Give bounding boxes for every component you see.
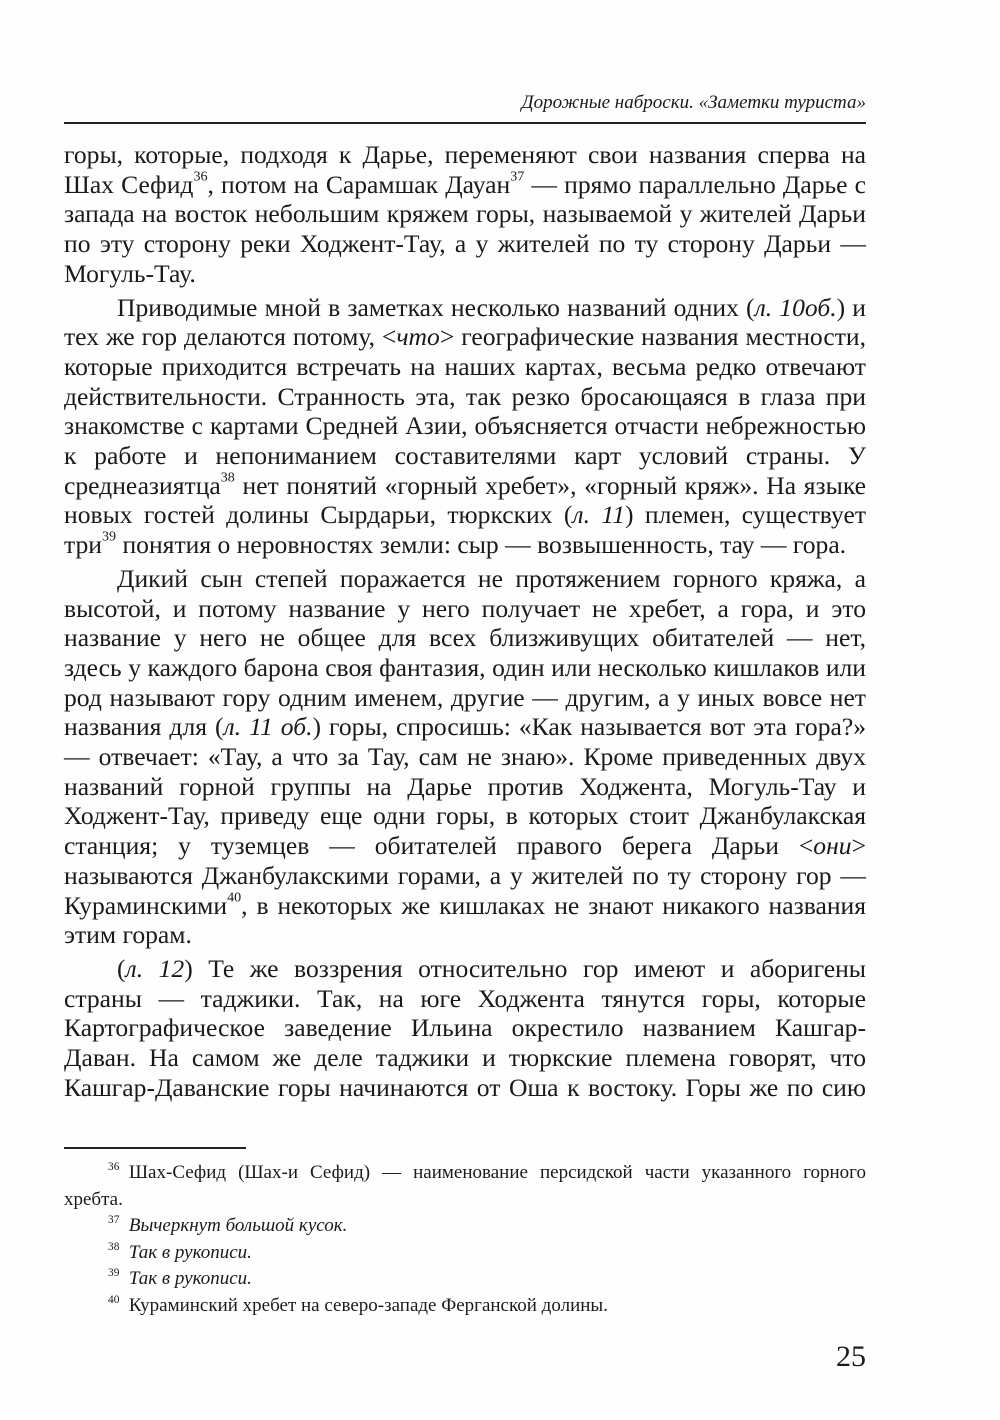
- footnote-text: Кураминский хребет на северо-западе Ферганской долины.: [128, 1294, 608, 1316]
- footnote-ref: 38: [220, 469, 235, 486]
- footnote-number: 38: [108, 1240, 120, 1253]
- footnote-number: 37: [108, 1214, 120, 1227]
- italic-text: л. 10об.: [754, 292, 837, 322]
- text-run: > географические названия местности, которые приходится встречать на наших картах, весьма редко отвечают действительности. Странность эта, так резко бросающаяся в глаза при знакомстве с картами Средней Азии, объясняется отчасти небрежностью к работе и непониманием составителями карт условий страны. У среднеазиятца: [64, 322, 867, 500]
- footnote-ref: 36: [193, 168, 208, 185]
- footnote: [64, 1266, 866, 1293]
- text-run: ) и тех же гор делаются потому, <: [64, 292, 866, 352]
- text-run: — прямо параллельно Дарье с запада на восток небольшим кряжем горы, называемой у жителей Дарьи по эту сторону реки Ходжент-Тау, а у жителей по ту сторону Дарьи — Могуль-Тау.: [64, 169, 866, 288]
- paragraph: [64, 564, 866, 950]
- footnote: [64, 1293, 866, 1320]
- italic-text: л. 11 об.: [223, 712, 313, 742]
- italic-text: они: [813, 831, 852, 861]
- text-run: ) племен, существует три: [64, 500, 867, 560]
- paragraph: [64, 140, 866, 289]
- text-run: , потом на Сарамшак Дауан: [207, 169, 511, 199]
- text-run: Дикий сын степей поражается не протяжением горного кряжа, а высотой, и потому название у него получает не хребет, а гора, и это название у него не общее для всех близживущих обитателей — нет, здесь у каждого барона своя фантазия, один или несколько кишлаков или род называют гору одним именем, другие — другим, а у иных вовсе нет названия для (: [64, 563, 866, 742]
- footnote: [64, 1213, 866, 1240]
- footnotes: [64, 1160, 866, 1319]
- italic-text: л. 12: [125, 953, 185, 983]
- footnote-text: Шах-Сефид (Шах-и Сефид) — наименование персидской части указанного горного хребта.: [64, 1162, 866, 1210]
- text-run: ) Те же воззрения относительно гор имеют и аборигены страны — таджики. Так, на юге Ходжента тянутся горы, которые Картографическое заведение Ильина окрестило названием Кашгар-Даван. На самом же деле таджики и тюркские племена говорят, что Кашгар-Даванские горы начинаются от Оша к востоку. Горы же по сию: [64, 953, 866, 1102]
- footnote-text: Вычеркнут большой кусок.: [128, 1215, 348, 1236]
- paragraph: [64, 293, 866, 560]
- paragraph: [64, 954, 866, 1103]
- header-rule: [64, 122, 866, 124]
- footnote: [64, 1240, 866, 1267]
- running-head: Дорожные наброски. «Заметки туриста»: [521, 92, 866, 113]
- text-run: Приводимые мной в заметках несколько названий одних (: [117, 292, 755, 322]
- text-run: горы, которые, подходя к Дарье, переменяют свои названия сперва на Шах Сефид: [64, 140, 866, 199]
- text-run: (: [117, 953, 126, 983]
- text-run: , в некоторых же кишлаках не знают никакого названия этим горам.: [64, 890, 866, 950]
- page-number: 25: [836, 1340, 866, 1373]
- footnote-ref: 40: [227, 888, 242, 905]
- footnote-number: 40: [108, 1293, 120, 1306]
- text-run: > называются Джанбулакскими горами, а у жителей по ту сторону гор — Кураминскими: [64, 831, 866, 920]
- body-text: [64, 140, 866, 1103]
- text-run: нет понятий «горный хребет», «горный кряж». На языке новых гостей долины Сырдарьи, тюркских (: [64, 470, 866, 530]
- italic-text: л. 11: [572, 500, 626, 530]
- footnote-number: 36: [108, 1161, 120, 1174]
- footnote: [64, 1160, 866, 1213]
- footnote-number: 39: [108, 1267, 120, 1280]
- footnote-text: Так в рукописи.: [128, 1268, 252, 1289]
- footnote-rule: [64, 1147, 246, 1149]
- text-run: понятия о неровностях земли: сыр — возвышенность, тау — гора.: [116, 530, 847, 560]
- footnote-ref: 39: [102, 528, 117, 545]
- italic-text: что: [396, 322, 440, 352]
- footnote-text: Так в рукописи.: [128, 1241, 252, 1263]
- footnote-ref: 37: [510, 168, 525, 185]
- text-run: ) горы, спросишь: «Как называется вот эта гора?» — отвечает: «Тау, а что за Тау, сам не знаю». Кроме приведенных двух названий горной группы на Дарье против Ходжента, Могуль-Тау и Ходжент-Тау, приведу еще одни горы, в которых стоит Джанбулакская станция; у туземцев — обитателей правого берега Дарьи <: [64, 712, 867, 861]
